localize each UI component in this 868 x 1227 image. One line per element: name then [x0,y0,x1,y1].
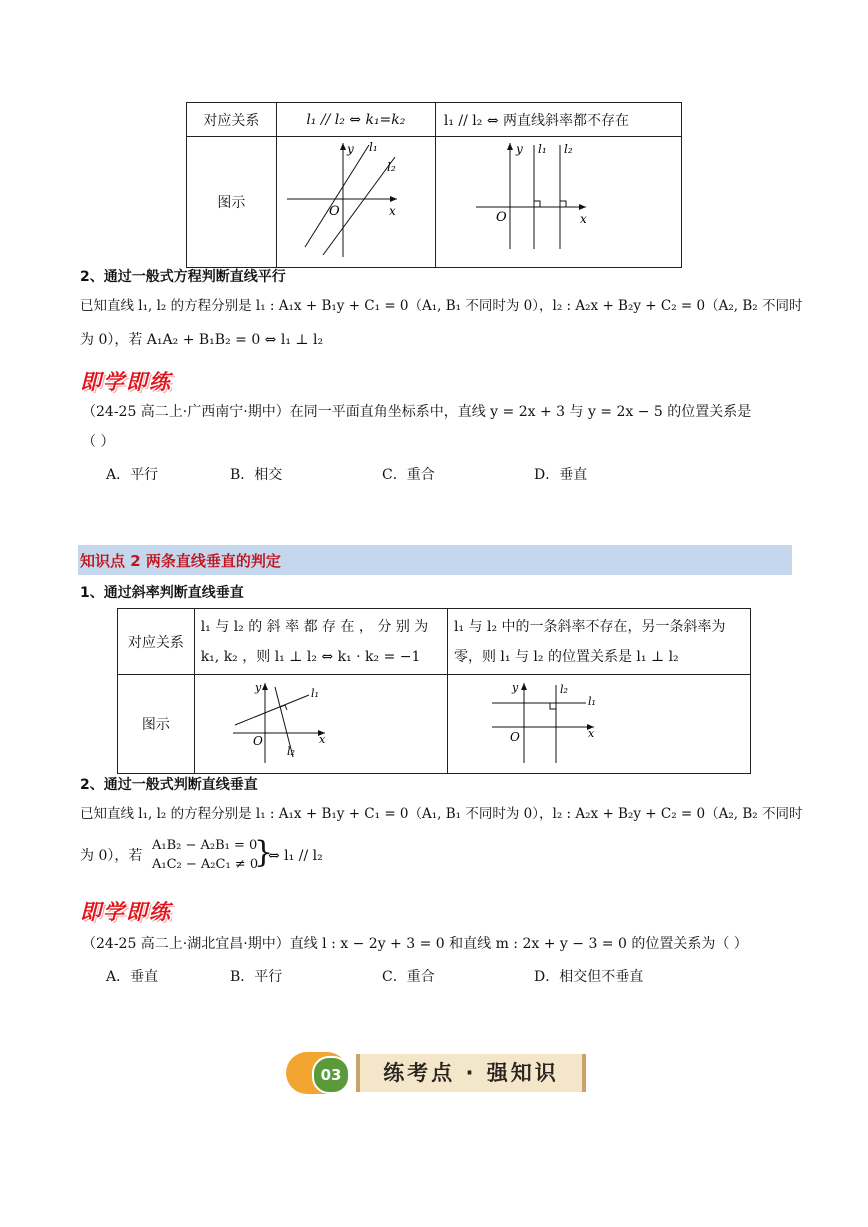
fig3-l2-label: l₂ [286,745,295,758]
practice1-option-d[interactable]: D．垂直 [534,467,588,483]
table1-figure-parallel-vertical [435,137,681,268]
section-title-general-parallel: 2、通过一般式方程判断直线平行 [80,269,286,285]
perpendicular-slope-table [117,608,751,774]
table2-figure-perpendicular-slanted [194,675,447,774]
fig1-origin-label: O [328,204,340,219]
practice2-option-a[interactable]: A．垂直 [106,969,159,985]
fig3-y-label: y [254,681,261,694]
fig2-y-label: y [515,142,523,156]
table2-both-slopes-line1: l₁ 与 l₂ 的 斜 率 都 存 在 ， 分 别 为 [200,618,429,635]
banner-number: 03 [312,1056,350,1094]
practice2-option-d[interactable]: D．相交但不垂直 [534,969,644,985]
practice2-question: （24-25 高二上·湖北宜昌·期中）直线 l : x − 2y + 3 = 0 和直线 m : 2x + y − 3 = 0 的位置关系为（ ） [82,936,748,952]
table1-figure-parallel-slanted [276,137,435,268]
table2-figure-label: 图示 [118,675,195,774]
condition-1: A₁B₂ − A₂B₁ = 0 [152,838,258,853]
fig2-l2-label: l₂ [563,142,573,156]
fig1-l2-label: l₂ [386,160,396,174]
fig1-y-label: y [346,142,354,156]
table2-header-relation: 对应关系 [118,609,195,675]
fig2-l1-label: l₁ [537,142,547,156]
practice1-option-b[interactable]: B．相交 [230,467,283,483]
condition-2: A₁C₂ − A₂C₁ ≠ 0 [152,857,259,872]
table2-figure-perpendicular-axes [447,675,750,774]
fig4-l2-label: l₂ [559,683,568,696]
practice1-question: （24-25 高二上·广西南宁·期中）在同一平面直角坐标系中，直线 y = 2x + 3 与 y = 2x − 5 的位置关系是 [82,404,752,420]
knowledge-point-header [78,545,792,575]
general-form-statement-line2: 为 0），若 A₁A₂ + B₁B₂ = 0 ⇔ l₁ ⊥ l₂ [80,332,324,348]
fig3-x-label: x [318,733,325,746]
table1-header-no-slope: l₁ // l₂ ⇔ 两直线斜率都不存在 [435,103,681,137]
table2-header-both-slopes [194,609,447,675]
general-form-statement-line1: 已知直线 l₁, l₂ 的方程分别是 l₁ : A₁x + B₁y + C₁ = 0（A₁, B₁ 不同时为 0），l₂ : A₂x + B₂y + C₂ = 0（A₂, B₂ 不同时 [80,298,803,314]
general-perp-suffix: ⇔ l₁ // l₂ [268,848,323,864]
parallel-vertical-lines-figure [436,137,674,263]
fig4-origin-label: O [509,730,520,744]
practice1-option-a[interactable]: A．平行 [106,467,159,483]
table2-one-slope-line1: l₁ 与 l₂ 中的一条斜率不存在，另一条斜率为 [453,618,726,635]
fig2-x-label: x [579,212,587,226]
condition-system [152,836,258,874]
general-perp-statement-line1: 已知直线 l₁, l₂ 的方程分别是 l₁ : A₁x + B₁y + C₁ = 0（A₁, B₁ 不同时为 0），l₂ : A₂x + B₂y + C₂ = 0（A₂, B₂ 不同时 [80,806,803,822]
fig1-x-label: x [388,204,396,218]
fig3-l1-label: l₁ [310,687,319,700]
parallel-slanted-lines-figure [277,137,435,263]
table2-both-slopes-line2: k₁, k₂ ，则 l₁ ⊥ l₂ ⇔ k₁ · k₂ = −1 [200,648,421,665]
practice1-answer-paren: （ ） [82,434,115,450]
practice-banner-1: 即学即练 [80,370,172,394]
banner-scroll [356,1054,586,1092]
table1-figure-label: 图示 [187,137,277,268]
fig4-y-label: y [511,681,519,694]
fig2-origin-label: O [495,210,507,225]
parallel-slope-table [186,102,682,268]
fig1-l1-label: l₁ [368,140,378,154]
table1-header-relation: 对应关系 [187,103,277,137]
table2-one-slope-line2: 零，则 l₁ 与 l₂ 的位置关系是 l₁ ⊥ l₂ [453,648,679,665]
perpendicular-axes-figure [448,675,750,769]
general-perp-prefix: 为 0），若 [80,848,143,864]
table1-header-slopes-equal: l₁ // l₂ ⇔ k₁=k₂ [276,103,435,137]
fig4-x-label: x [587,727,595,740]
practice1-option-c[interactable]: C．重合 [382,467,435,483]
fig4-l1-label: l₁ [587,695,596,708]
knowledge-point-title: 知识点 2 两条直线垂直的判定 [80,552,281,570]
practice2-option-b[interactable]: B．平行 [230,969,283,985]
section-banner-03 [286,1050,586,1096]
practice-banner-2: 即学即练 [80,900,172,924]
banner-text: 练考点 · 强知识 [383,1061,559,1085]
perpendicular-slanted-figure [195,675,437,769]
fig3-origin-label: O [252,734,263,748]
table2-header-one-slope-missing [447,609,750,675]
section-title-slope-perpendicular: 1、通过斜率判断直线垂直 [80,585,244,601]
brace-right-icon: } [254,835,274,870]
section-title-general-perpendicular: 2、通过一般式判断直线垂直 [80,777,258,793]
practice2-option-c[interactable]: C．重合 [382,969,435,985]
